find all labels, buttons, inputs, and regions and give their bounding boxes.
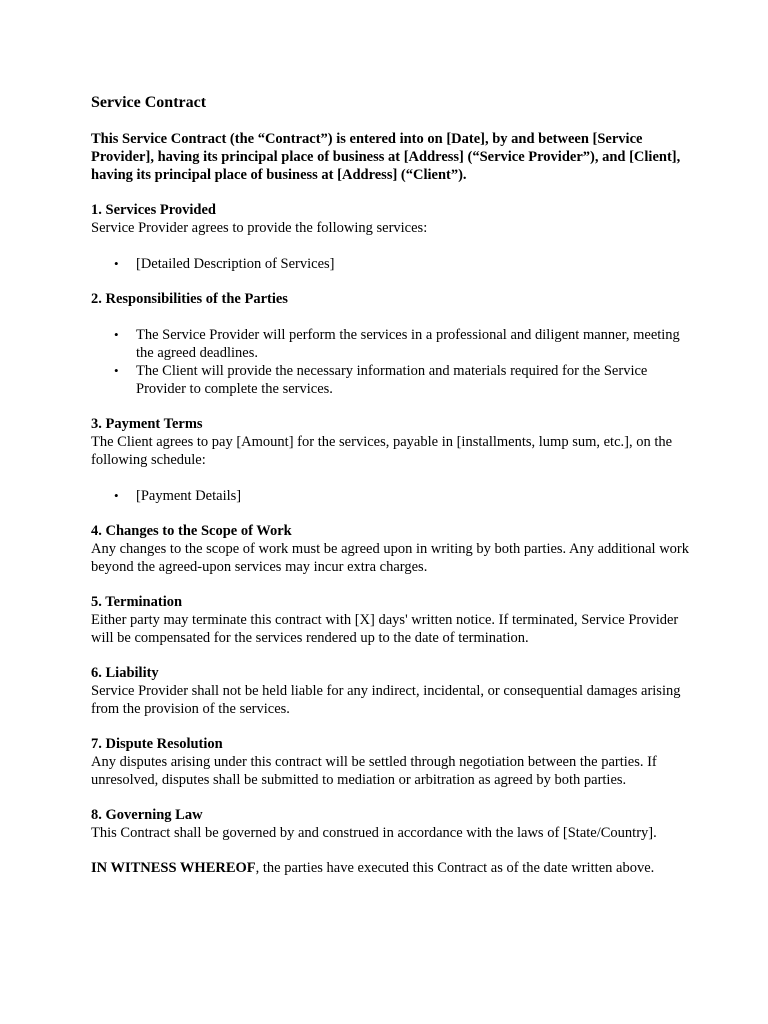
bullet-list — [91, 326, 691, 398]
section-heading: 8. Governing Law — [91, 807, 203, 823]
section-heading: 6. Liability — [91, 665, 159, 681]
section-termination — [91, 593, 691, 647]
list-item-text: [Payment Details] — [136, 488, 242, 504]
section-heading: 2. Responsibilities of the Parties — [91, 291, 288, 307]
section-heading: 4. Changes to the Scope of Work — [91, 523, 292, 539]
bullet-list — [91, 255, 691, 273]
section-governing-law — [91, 806, 691, 842]
bullet-icon: • — [114, 327, 119, 342]
section-text: This Contract shall be governed by and construed in accordance with the laws of [State/Country]. — [91, 825, 657, 841]
section-text: Either party may terminate this contract with [X] days' written notice. If terminated, Service Provider will be compensated for the services rendered up to the date of termination. — [91, 612, 679, 646]
document-title: Service Contract — [91, 94, 207, 111]
list-item-text: The Service Provider will perform the services in a professional and diligent manner, meeting the agreed deadlines. — [136, 327, 680, 361]
witness-bold-text: IN WITNESS WHEREOF — [91, 860, 256, 876]
witness-clause — [91, 859, 691, 877]
list-item — [91, 362, 691, 398]
list-item-text: The Client will provide the necessary information and materials required for the Service Provider to complete the services. — [136, 363, 648, 397]
section-services-provided — [91, 201, 691, 273]
contract-page — [91, 93, 691, 877]
section-text: Any disputes arising under this contract will be settled through negotiation between the parties. If unresolved, disputes shall be submitted to mediation or arbitration as agreed by both parties. — [91, 754, 657, 788]
intro-paragraph: This Service Contract (the “Contract”) is entered into on [Date], by and between [Service Provider], having its principal place of business at [Address] (“Service Provider”), and [Client], having its principal place of business at [Address] (“Client”). — [91, 131, 681, 183]
section-heading: 1. Services Provided — [91, 202, 216, 218]
bullet-icon: • — [114, 488, 119, 503]
section-text: The Client agrees to pay [Amount] for the services, payable in [installments, lump sum, etc.], on the following schedule: — [91, 434, 673, 468]
bullet-list — [91, 487, 691, 505]
section-text: Service Provider agrees to provide the following services: — [91, 220, 428, 236]
section-liability — [91, 664, 691, 718]
witness-text: , the parties have executed this Contract as of the date written above. — [255, 860, 655, 876]
section-payment-terms — [91, 415, 691, 505]
section-text: Any changes to the scope of work must be agreed upon in writing by both parties. Any additional work beyond the agreed-upon services may incur extra charges. — [91, 541, 690, 575]
bullet-icon: • — [114, 363, 119, 378]
section-responsibilities — [91, 290, 691, 398]
list-item-text: [Detailed Description of Services] — [136, 256, 335, 272]
list-item — [91, 255, 691, 273]
bullet-icon: • — [114, 256, 119, 271]
section-dispute-resolution — [91, 735, 691, 789]
section-heading: 3. Payment Terms — [91, 416, 203, 432]
section-heading: 5. Termination — [91, 594, 183, 610]
section-text: Service Provider shall not be held liable for any indirect, incidental, or consequential damages arising from the provision of the services. — [91, 683, 681, 717]
section-heading: 7. Dispute Resolution — [91, 736, 223, 752]
list-item — [91, 487, 691, 505]
list-item — [91, 326, 691, 362]
section-scope-changes — [91, 522, 691, 576]
